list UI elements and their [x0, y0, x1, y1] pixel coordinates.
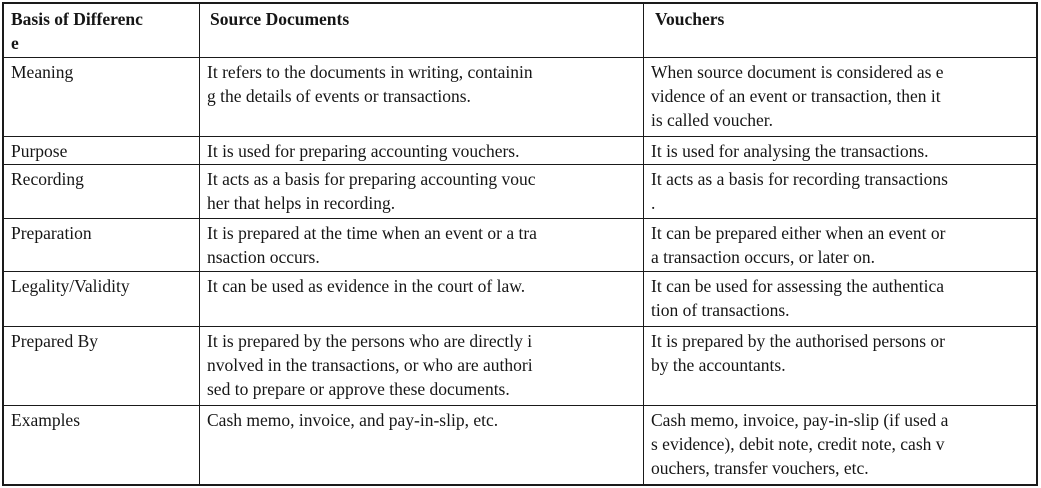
basis-cell: Meaning [4, 58, 200, 136]
voucher-cell: When source document is considered as e vidence of an event or transaction, then it is called voucher. [651, 62, 944, 130]
basis-cell: Legality/Validity [4, 272, 200, 326]
source-cell: Cash memo, invoice, and pay-in-slip, etc. [200, 406, 644, 484]
source-cell: It is prepared by the persons who are directly i nvolved in the transactions, or who are authori sed to prepare or approve these documents. [200, 327, 644, 405]
voucher-cell: It acts as a basis for recording transactions . [651, 169, 948, 213]
table-row-purpose [4, 137, 1036, 165]
basis-cell: Examples [4, 406, 200, 484]
table-row-preparation [4, 219, 1036, 272]
source-cell: It is used for preparing accounting vouchers. [200, 137, 644, 164]
basis-cell: Recording [4, 165, 200, 218]
source-cell: It refers to the documents in writing, containin g the details of events or transactions. [200, 58, 644, 136]
source-cell: It is prepared at the time when an event or a tra nsaction occurs. [200, 219, 644, 271]
basis-cell: Preparation [4, 219, 200, 271]
voucher-cell: It is prepared by the authorised persons or by the accountants. [651, 331, 946, 375]
table-row-examples [4, 406, 1036, 484]
table-row-prepared-by [4, 327, 1036, 406]
header-vouchers: Vouchers [655, 9, 725, 29]
header-basis: Basis of Differenc e [4, 4, 200, 57]
table-row-legality-validity [4, 272, 1036, 327]
voucher-cell: It is used for analysing the transactions. [651, 141, 929, 161]
comparison-table [2, 2, 1038, 486]
table-row-meaning [4, 58, 1036, 137]
voucher-cell: It can be used for assessing the authentica tion of transactions. [651, 276, 945, 320]
basis-cell: Purpose [4, 137, 200, 164]
source-cell: It acts as a basis for preparing accounting vouc her that helps in recording. [200, 165, 644, 218]
source-cell: It can be used as evidence in the court of law. [200, 272, 644, 326]
voucher-cell: Cash memo, invoice, pay-in-slip (if used a s evidence), debit note, credit note, cash v ouchers, transfer vouchers, etc. [651, 410, 949, 478]
voucher-cell: It can be prepared either when an event or a transaction occurs, or later on. [651, 223, 946, 267]
header-row [4, 4, 1036, 58]
header-source-documents: Source Documents [200, 4, 644, 57]
basis-cell: Prepared By [4, 327, 200, 405]
table-row-recording [4, 165, 1036, 219]
